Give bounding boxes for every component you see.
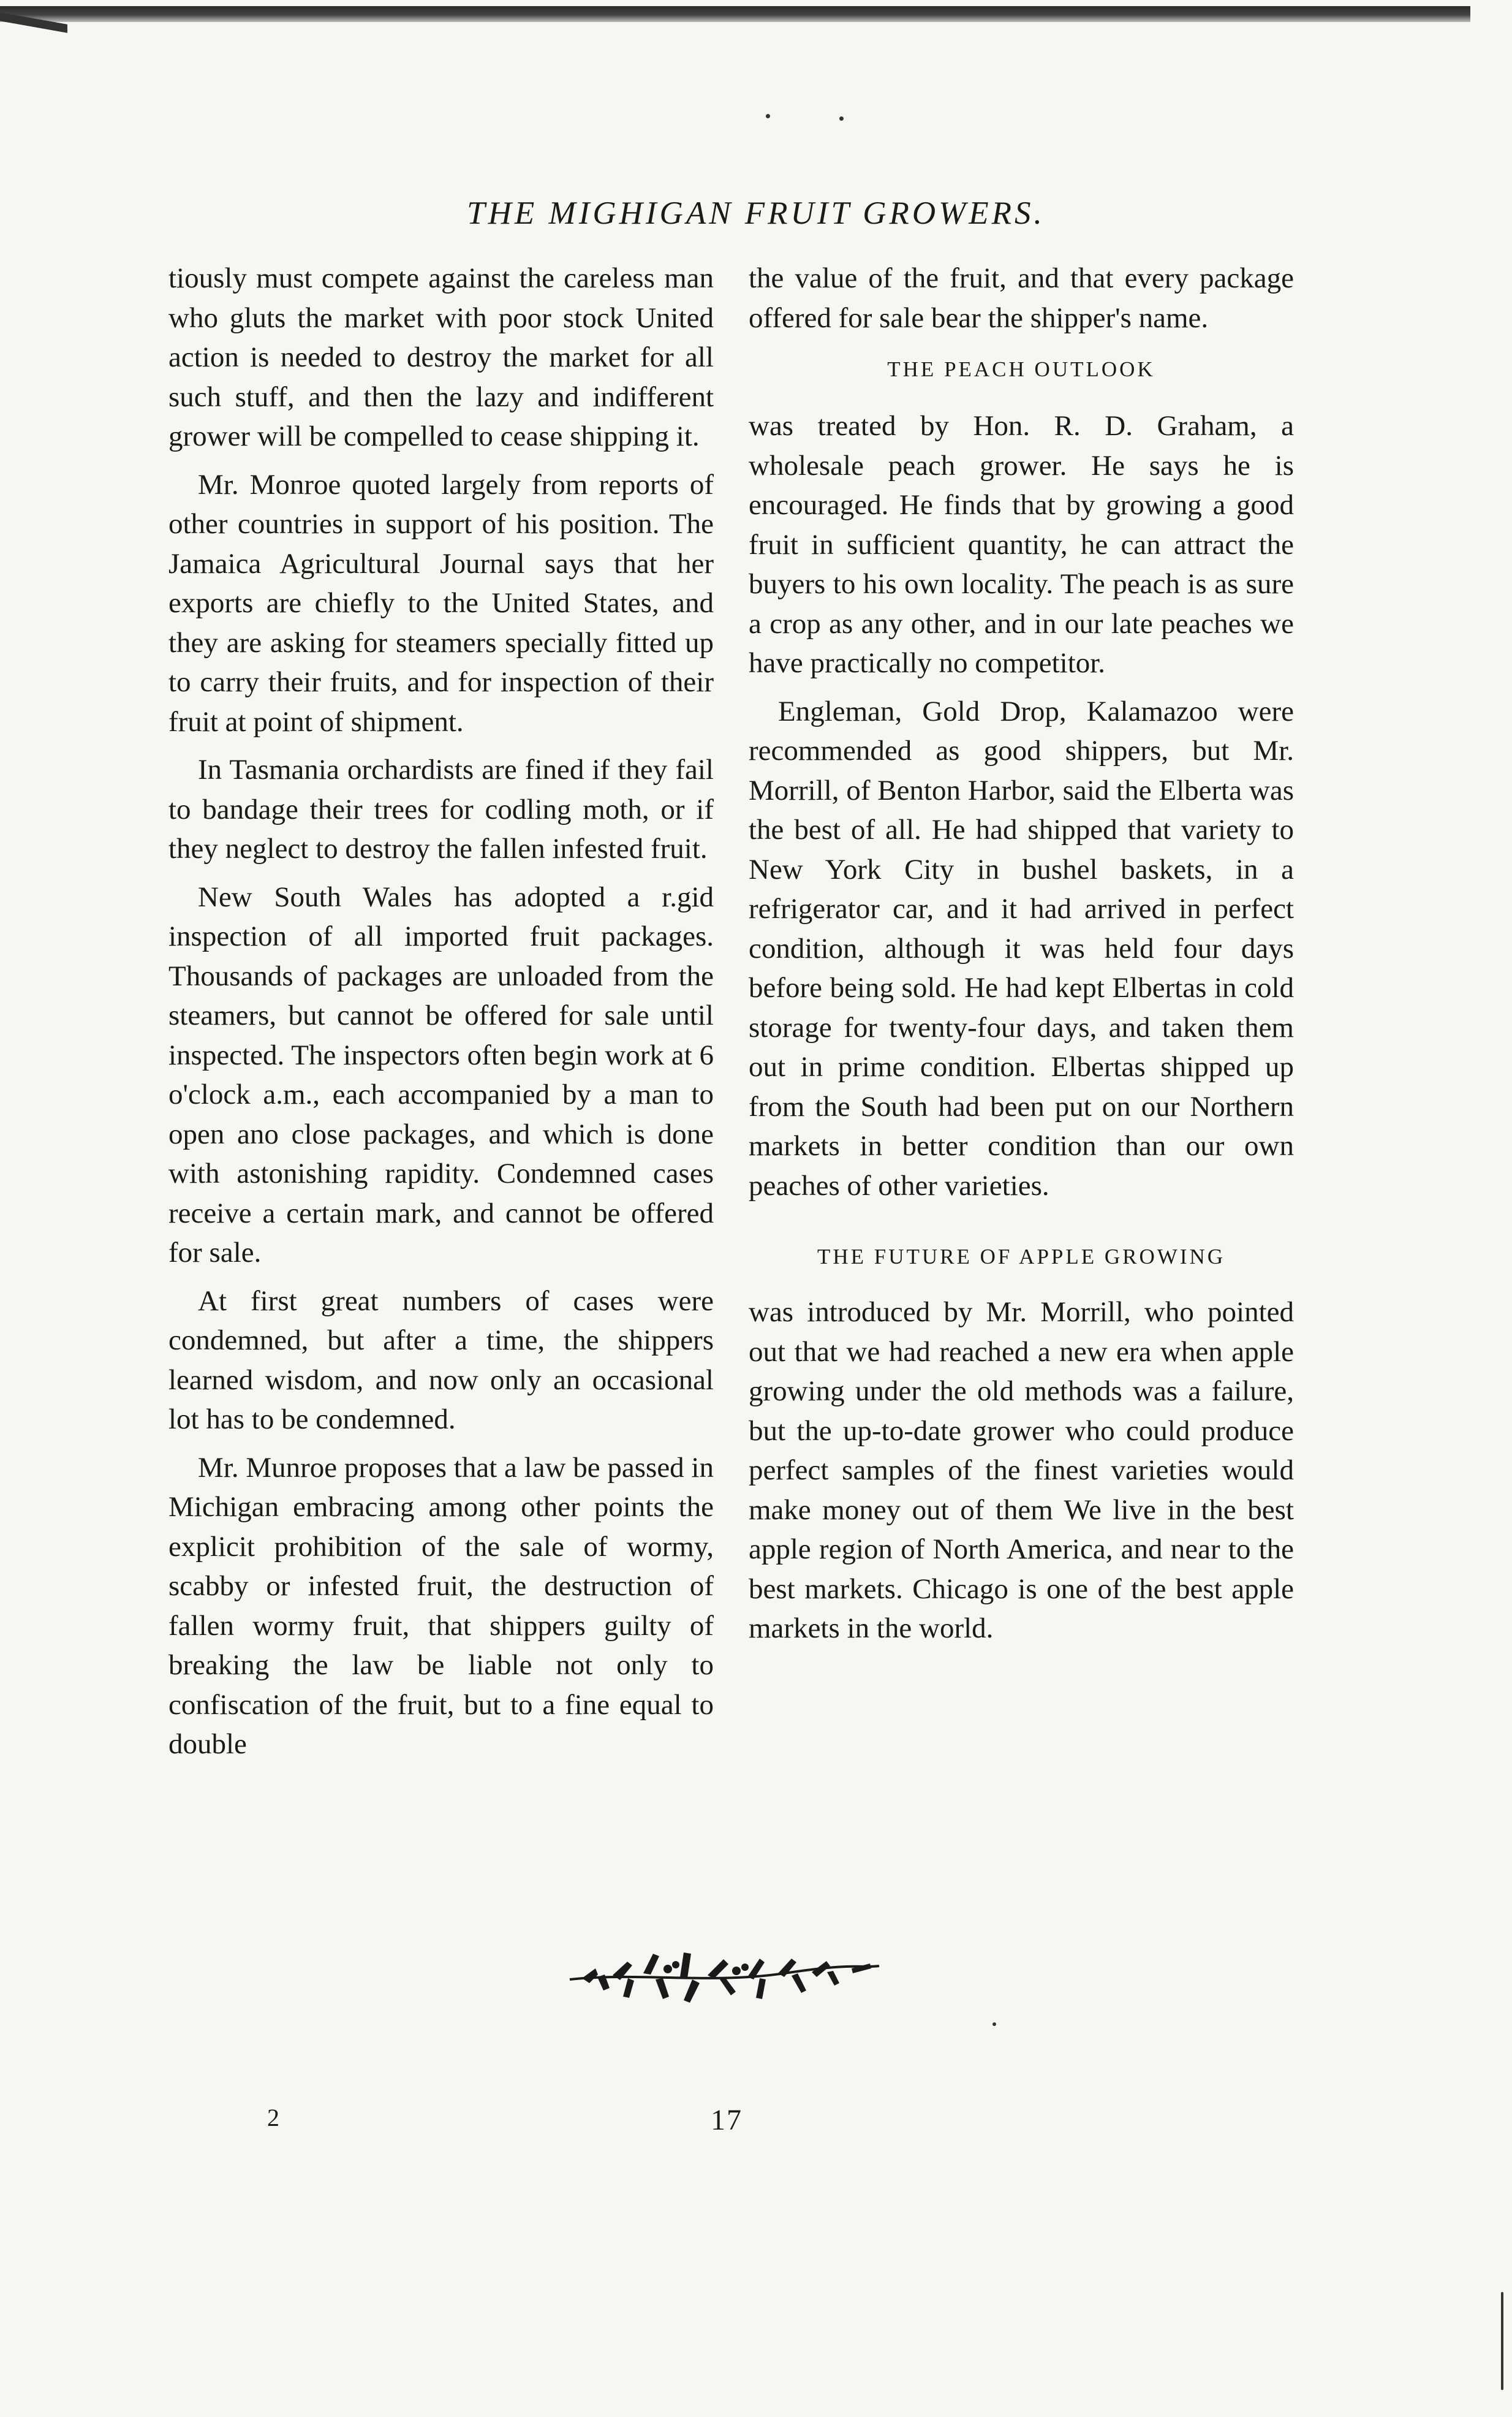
paragraph: was introduced by Mr. Morrill, who pointed out that we had reached a new era when apple growing under the old methods was a failure, but the up-to-date grower who could produce perfect samples of the finest varieties would make money out of them We live in the best apple region of North America, and near to the best markets. Chicago is one of the best apple markets in the world. <box>749 1296 1294 1644</box>
speck <box>839 116 844 121</box>
paragraph: Mr. Munroe proposes that a law be passed in Michigan embracing among other points the explicit prohibition of the sale of wormy, scabby or infested fruit, the destruction of fallen wormy fruit, that shippers guilty of breaking the law be liable not only to confiscation of the fruit, but to a fine equal to double <box>168 1451 714 1760</box>
running-title: THE MIGHIGAN FRUIT GROWERS. <box>467 195 1045 231</box>
holly-sprig-ornament-icon <box>564 1941 882 2009</box>
stray-margin-mark: 2 <box>267 2104 279 2131</box>
section-heading-peach-outlook: THE PEACH OUTLOOK <box>887 357 1155 381</box>
left-column <box>168 259 714 1764</box>
right-column <box>749 259 1294 1649</box>
top-scan-border <box>0 6 1470 22</box>
paragraph: tiously must compete against the careless man who gluts the market with poor stock United action is needed to destroy the market for all such stuff, and then the lazy and indifferent grower will be compelled to cease shipping it. <box>168 262 714 452</box>
speck <box>766 114 770 118</box>
paragraph: Mr. Monroe quoted largely from reports of other countries in support of his position. The Jamaica Agricultural Journal says that her exports are chiefly to the United States, and they are asking for steamers specially fitted up to carry their fruits, and for inspection of their fruit at point of shipment. <box>168 468 714 738</box>
speck <box>1501 2292 1503 2390</box>
section-heading-future-of-apple-growing: THE FUTURE OF APPLE GROWING <box>817 1245 1226 1269</box>
paragraph: was treated by Hon. R. D. Graham, a wholesale peach grower. He says he is encouraged. He finds that by growing a good fruit in sufficient quantity, he can attract the buyers to his own locality. The peach is as sure a crop as any other, and in our late peaches we have practically no competitor. <box>749 410 1294 679</box>
paragraph: At first great numbers of cases were condemned, but after a time, the shippers learned wisdom, and now only an occasional lot has to be condemned. <box>168 1284 714 1435</box>
paragraph: In Tasmania orchardists are fined if they fail to bandage their trees for codling moth, or if they neglect to destroy the fallen infested fruit. <box>168 754 714 865</box>
paragraph: Engleman, Gold Drop, Kalamazoo were recommended as good shippers, but Mr. Morrill, of Benton Harbor, said the Elberta was the best of all. He had shipped that variety to New York City in bushel baskets, in a refrigerator car, and it had arrived in perfect condition, although it was held four days before being sold. He had kept Elbertas in cold storage for twenty-four days, and taken them out in prime condition. Elbertas shipped up from the South had been put on our Northern markets in better condition than our own peaches of other varieties. <box>749 695 1294 1202</box>
speck <box>992 2022 996 2026</box>
page-number: 17 <box>711 2104 743 2136</box>
paragraph: New South Wales has adopted a r.gid inspection of all imported fruit packages. Thousands of packages are unloaded from the steamers, but cannot be offered for sale until inspected. The inspectors often begin work at 6 o'clock a.m., each accompanied by a man to open ano close packages, and which is done with astonishing rapidity. Condemned cases receive a certain mark, and cannot be offered for sale. <box>168 881 714 1269</box>
paragraph: the value of the fruit, and that every package offered for sale bear the shipper's name. <box>749 262 1294 334</box>
